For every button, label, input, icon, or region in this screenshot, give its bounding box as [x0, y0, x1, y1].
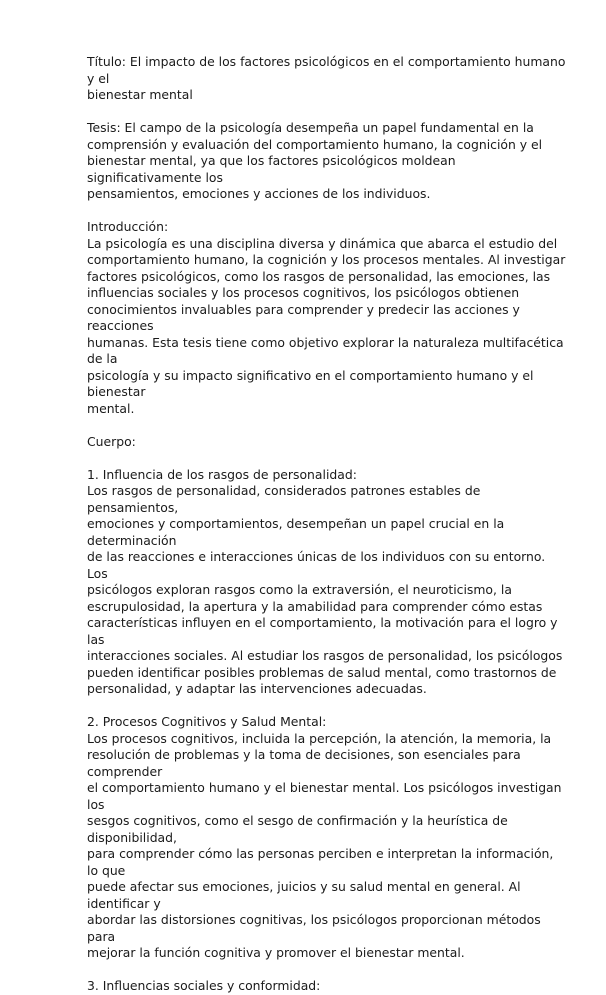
intro-line: factores psicológicos, como los rasgos de personalidad, las emociones, las	[87, 268, 551, 284]
section-line: características influyen en el comportamiento, la motivación para el logro y las	[87, 615, 558, 647]
section-line: emociones y comportamientos, desempeñan un papel crucial en la determinación	[87, 516, 505, 548]
paragraph-gap	[87, 104, 567, 121]
section-line: psicólogos exploran rasgos como la extraversión, el neuroticismo, la	[87, 582, 512, 597]
intro-line: psicología y su impacto significativo en el comportamiento humano y el bienestar	[87, 367, 534, 399]
section-line: interacciones sociales. Al estudiar los rasgos de personalidad, los psicólogos	[87, 648, 563, 663]
paragraph-gap	[87, 962, 567, 979]
paragraph-gap	[87, 698, 567, 715]
thesis-line: Tesis: El campo de la psicología desempeña un papel fundamental en la	[87, 120, 534, 135]
body-heading: Cuerpo:	[87, 433, 136, 449]
intro-line: La psicología es una disciplina diversa y dinámica que abarca el estudio del	[87, 235, 558, 251]
section-paragraph	[87, 731, 567, 962]
thesis-line: pensamientos, emociones y acciones de los individuos.	[87, 186, 431, 201]
section-line: escrupulosidad, la apertura y la amabilidad para comprender cómo estas	[87, 598, 543, 614]
section-heading: 3. Influencias sociales y conformidad:	[87, 978, 321, 993]
section-heading: 2. Procesos Cognitivos y Salud Mental:	[87, 714, 327, 729]
paragraph-gap	[87, 203, 567, 220]
section-heading: 1. Influencia de los rasgos de personalidad:	[87, 466, 357, 482]
document-title	[87, 54, 567, 104]
section-line: resolución de problemas y la toma de decisiones, son esenciales para comprender	[87, 747, 521, 779]
section-line: abordar las distorsiones cognitivas, los psicólogos proporcionan métodos para	[87, 912, 541, 944]
section-line: personalidad, y adaptar las intervenciones adecuadas.	[87, 681, 427, 696]
section-line: pueden identificar posibles problemas de salud mental, como trastornos de	[87, 664, 557, 680]
paragraph-gap	[87, 450, 567, 467]
intro-line: comportamiento humano, la cognición y los procesos mentales. Al investigar	[87, 252, 566, 267]
section-line: puede afectar sus emociones, juicios y su salud mental en general. Al identificar y	[87, 879, 521, 911]
section-line: mejorar la función cognitiva y promover el bienestar mental.	[87, 945, 465, 960]
thesis-paragraph	[87, 120, 567, 203]
section-line: Los procesos cognitivos, incluida la percepción, la atención, la memoria, la	[87, 730, 552, 746]
intro-paragraph	[87, 236, 567, 418]
thesis-line: bienestar mental, ya que los factores psicológicos moldean significativamente los	[87, 153, 456, 185]
section-line: sesgos cognitivos, como el sesgo de confirmación y la heurística de disponibilidad,	[87, 813, 508, 845]
intro-heading: Introducción:	[87, 219, 169, 234]
document-body	[87, 54, 567, 995]
section-line: para comprender cómo las personas perciben e interpretan la información, lo que	[87, 846, 554, 878]
section-line: el comportamiento humano y el bienestar mental. Los psicólogos investigan los	[87, 780, 562, 812]
intro-line: conocimientos invaluables para comprender y predecir las acciones y reacciones	[87, 301, 520, 333]
title-line: bienestar mental	[87, 87, 193, 102]
section-line: de las reacciones e interacciones únicas de los individuos con su entorno. Los	[87, 549, 546, 581]
intro-line: influencias sociales y los procesos cognitivos, los psicólogos obtienen	[87, 285, 520, 300]
thesis-line: comprensión y evaluación del comportamiento humano, la cognición y el	[87, 136, 543, 152]
paragraph-gap	[87, 417, 567, 434]
section-paragraph	[87, 483, 567, 698]
title-line: Título: El impacto de los factores psicológicos en el comportamiento humano y el	[87, 54, 566, 86]
intro-line: humanas. Esta tesis tiene como objetivo explorar la naturaleza multifacética de la	[87, 334, 564, 366]
section-line: Los rasgos de personalidad, considerados patrones estables de pensamientos,	[87, 483, 481, 515]
intro-line: mental.	[87, 400, 135, 416]
